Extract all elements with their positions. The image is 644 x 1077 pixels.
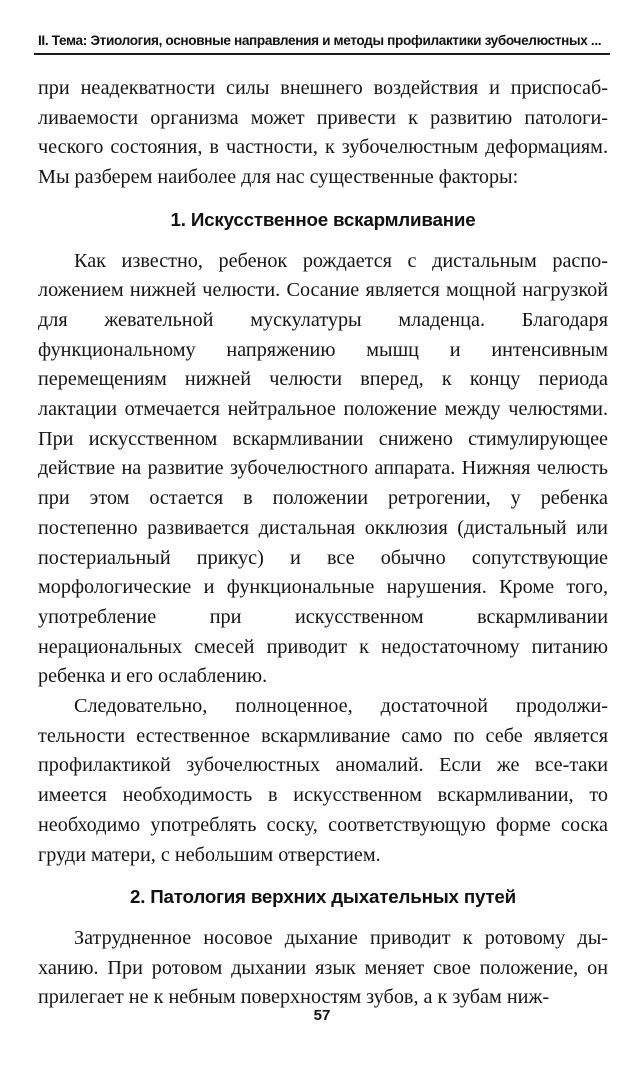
- section-heading-artificial-feeding: 1. Искусственное вскармливание: [170, 208, 476, 230]
- section1-paragraph-2: Следовательно, полноценное, достаточной продолжительности естественное вскармливание само по себе является профилактикой зубочелюстных аномалий. Если же все-таки имеется необходимость в искусственном вскармливании, то необходимо употреблять соску, соответствующую форме соска груди матери, с небольшим отверстием.: [38, 695, 608, 866]
- section2-paragraph-1: Затрудненное носовое дыхание приводит к ротовому дыханию. При ротовом дыхании язык меняет свое положение, он прилегает не к небным поверхностям зубов, а к зубам ниж-: [38, 926, 608, 1009]
- intro-paragraph: при неадекватности силы внешнего воздействия и приспосабливаемости организма может привести к развитию патологического состояния, в частности, к зубочелюстным деформациям. Мы разберем наиболее для нас существенные факторы:: [38, 77, 608, 189]
- section-heading-upper-airways: 2. Патология верхних дыхательных путей: [129, 886, 517, 908]
- page-body: [38, 74, 608, 1013]
- page-number: 57: [313, 1007, 331, 1024]
- section1-paragraph-1: Как известно, ребенок рождается с дистальным расположением нижней челюсти. Сосание является мощной нагрузкой для жевательной мускулатуры младенца. Благодаря функциональному напряжению мышц и интенсивным перемещениям нижней челюсти вперед, к концу периода лактации отмечается нейтральное положение между челюстями. При искусственном вскармливании снижено стимулирующее действие на развитие зубочелюстного аппарата. Нижняя челюсть при этом остается в положении ретрогении, у ребенка постепенно развивается дистальная окклюзия (дистальный или постериальный прикус) и все обычно сопутствующие морфологические и функциональные нарушения. Кроме того, употребление при искусственном вскармливании нерациональных смесей приводит к недостаточному питанию ребенка и его ослаблению.: [38, 249, 608, 688]
- header-rule: [34, 53, 610, 55]
- running-header: II. Тема: Этиология, основные направления и методы профилактики зубочелюстных ...: [38, 33, 602, 48]
